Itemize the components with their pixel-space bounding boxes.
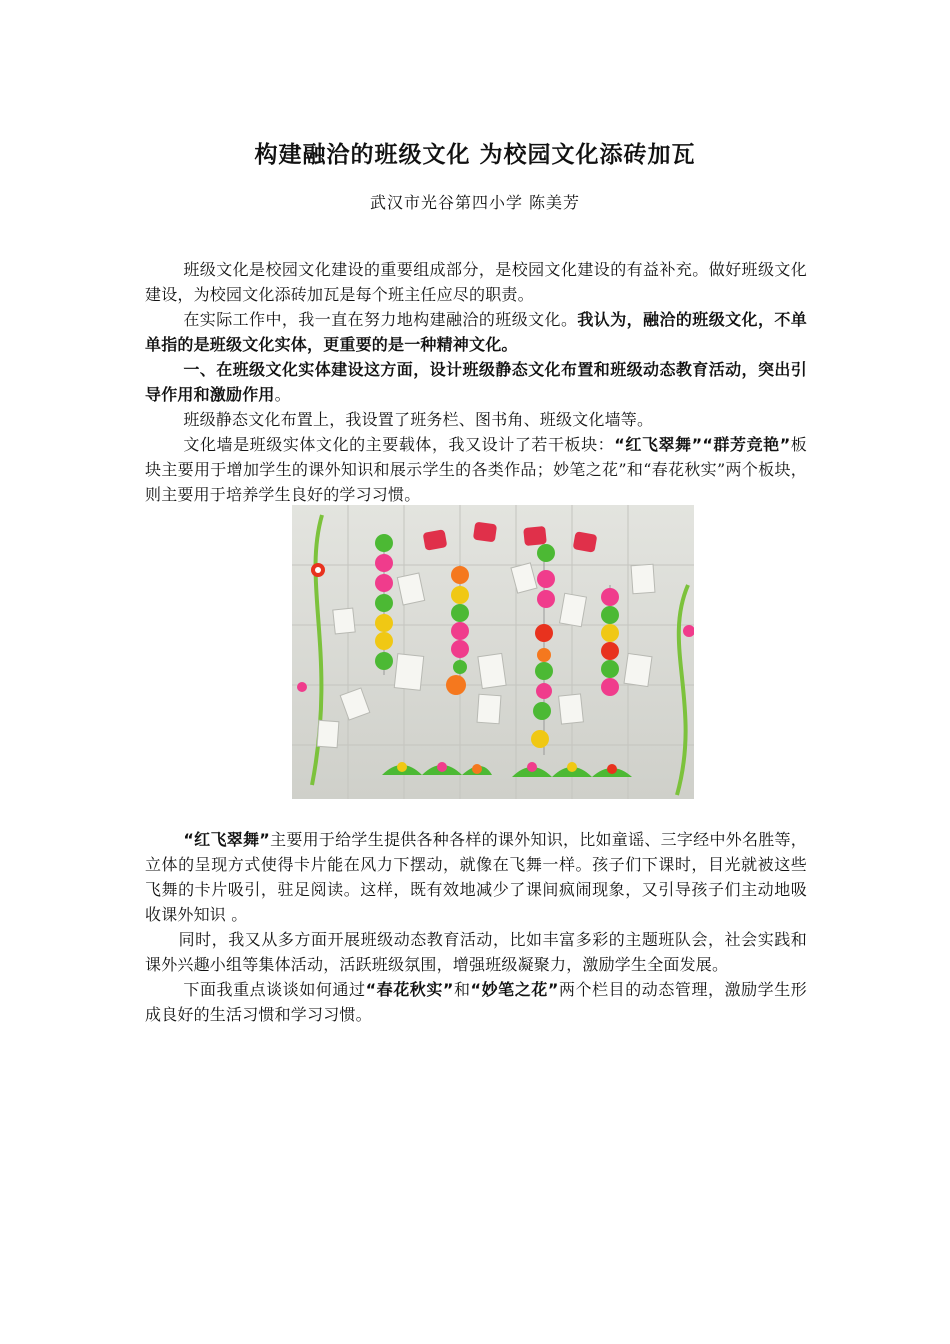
paragraph-7: 同时，我又从多方面开展班级动态教育活动，比如丰富多彩的主题班队会，社会实践和课外兴趣小组等集体活动，活跃班级氛围，增强班级凝聚力，激励学生全面发展。 [145, 930, 807, 974]
paragraph-5-c: “群芳竞艳” [702, 435, 791, 454]
section-heading-1 [145, 357, 807, 407]
section-heading-1-end: 。 [274, 385, 291, 404]
paragraph-2-bold: 我认为，融洽的班级文化，不单单指的是班级文化实体，更重要的是一种精神文化。 [145, 310, 807, 354]
paragraph-5 [145, 432, 807, 507]
paragraph-8 [145, 977, 807, 1027]
section-heading-1-text: 一、在班级文化实体建设这方面，设计班级静态文化布置和班级动态教育活动，突出引导作用和激励作用 [145, 360, 807, 404]
paragraph-1: 班级文化是校园文化建设的重要组成部分，是校园文化建设的有益补充。做好班级文化建设，为校园文化添砖加瓦是每个班主任应尽的职责。 [145, 260, 807, 304]
author-line: 武汉市光谷第四小学 陈美芳 [369, 193, 581, 212]
flower-icon-small [297, 682, 307, 692]
paragraph-6-rest: 主要用于给学生提供各种各样的课外知识，比如童谣、三字经中外名胜等，立体的呈现方式使得卡片能在风力下摆动，就像在飞舞一样。孩子们下课时，目光就被这些飞舞的卡片吸引，驻足阅读。这样，既有效地减少了课间疯闹现象，又引导孩子们主动地吸收课外知识 。 [145, 830, 808, 924]
paragraph-6 [145, 827, 807, 927]
document-title: 构建融洽的班级文化 为校园文化添砖加瓦 [254, 142, 696, 168]
paragraph-5-b: “红飞翠舞” [614, 435, 703, 454]
culture-wall-photo [292, 505, 694, 799]
body-text-top [145, 257, 807, 507]
paragraph-6-bold: “红飞翠舞” [183, 830, 270, 849]
wall-background [292, 505, 694, 799]
paragraph-8-d: “妙笔之花” [470, 980, 559, 999]
paragraph-5-a: 文化墙是班级实体文化的主要载体，我又设计了若干板块： [183, 435, 615, 454]
paragraph-8-a: 下面我重点谈谈如何通过 [183, 980, 366, 999]
body-text-bottom [145, 827, 807, 1027]
paragraph-2-text: 在实际工作中，我一直在努力地构建融洽的班级文化。 [183, 310, 578, 329]
paragraph-5-d: 板块主要用于增加学生的课外知识和展示学生的各类作品；妙笔之花”和“春花秋实”两个板块，则主要用于培养学生良好的学习习惯。 [145, 435, 808, 504]
paragraph-8-c: 和 [453, 980, 471, 999]
flower-icon-center [315, 567, 321, 573]
paragraph-8-b: “春花秋实” [365, 980, 454, 999]
paragraph-2 [145, 307, 807, 357]
paragraph-4: 班级静态文化布置上，我设置了班务栏、图书角、班级文化墙等。 [183, 410, 654, 429]
paragraph-8-e: 两个栏目的动态管理，激励学生形成良好的生活习惯和学习习惯。 [145, 980, 808, 1024]
